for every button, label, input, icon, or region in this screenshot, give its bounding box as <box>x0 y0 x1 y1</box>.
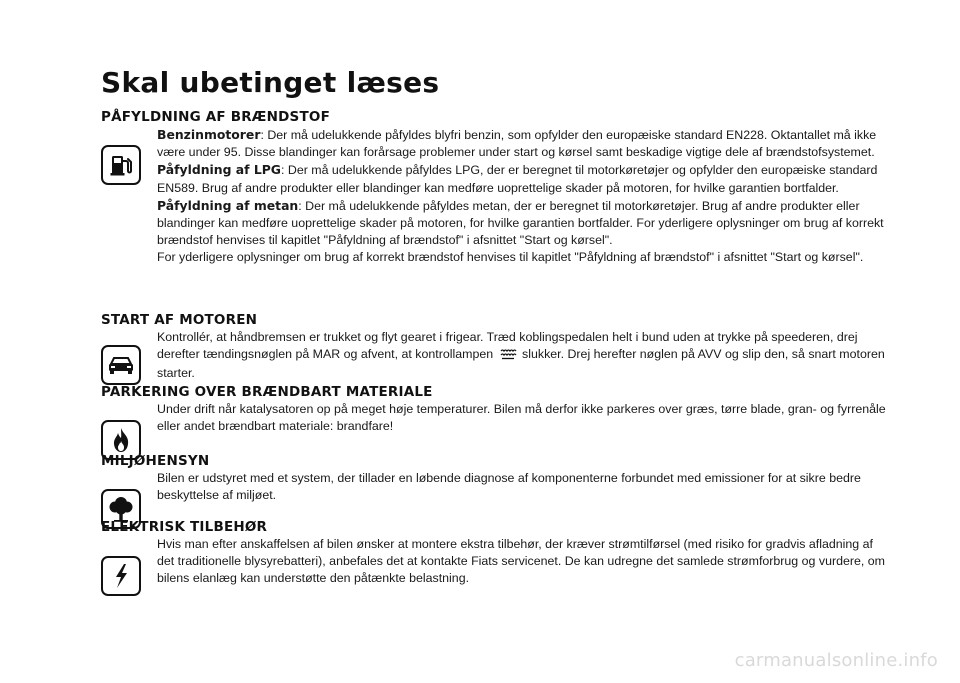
term-methane: Påfyldning af metan <box>157 197 299 213</box>
page-title: Skal ubetinget læses <box>101 66 440 99</box>
section-fuel <box>101 108 891 267</box>
text-methane: : Der må udelukkende påfyldes metan, der er beregnet til motorkøretøjer. Brug af andre produkter eller blandinger kan medføre uoprettelige skader på motoren, for hvilke garantien bortfalder. For yderligere oplysninger om brug af korrekt brændstof henvises til kapitlet "Påfyldning af brændstof" i afsnittet "Start og kørsel". <box>157 198 884 248</box>
section-text-start <box>157 329 891 383</box>
paragraph-parking: Under drift når katalysatoren op på meget høje temperaturer. Bilen må derfor ikke parkeres over græs, tørre blade, gran- og fyrrenåle eller andet brændbart materiale: brandfare! <box>157 402 886 434</box>
glow-plug-warning-icon <box>499 347 517 365</box>
section-environment <box>101 452 891 504</box>
section-start <box>101 311 891 383</box>
text-lpg: : Der må udelukkende påfyldes LPG, der er beregnet til motorkøretøjer og opfylder den europæiske standard EN589. Brug af andre produkter eller blandinger kan medføre uoprettelige skader på motoren, for hvilke garantien bortfalder. <box>157 163 878 195</box>
section-heading-electrical: ELEKTRISK TILBEHØR <box>101 519 268 535</box>
paragraph-electrical: Hvis man efter anskaffelsen af bilen ønsker at montere ekstra tilbehør, der kræver strømtilførsel (med risiko for gradvis afladning af det traditionelle blysyrebatteri), anbefales det at kontakte Fiats servicenet. De kan udregne det samlede strømforbrug og vurdere, om bilens elanlæg kan understøtte den påtænkte belastning. <box>157 537 885 586</box>
section-heading-environment: MILJØHENSYN <box>101 453 210 469</box>
section-heading-start: START AF MOTOREN <box>101 312 258 328</box>
watermark: carmanualsonline.info <box>734 650 938 671</box>
term-lpg: Påfyldning af LPG <box>157 162 281 178</box>
section-heading-fuel: PÅFYLDNING AF BRÆNDSTOF <box>101 109 330 125</box>
section-heading-parking: PARKERING OVER BRÆNDBART MATERIALE <box>101 384 433 400</box>
section-text-environment <box>157 470 891 504</box>
paragraph-start <box>157 329 891 383</box>
section-text-electrical <box>157 536 891 588</box>
text-petrol: : Der må udelukkende påfyldes blyfri benzin, som opfylder den europæiske standard EN228. Oktantallet må ikke være under 95. Disse blandinger kan forårsage problemer under start og kørsel samt beskadige vigtige dele af brændstofsystemet. <box>157 128 877 160</box>
section-text-parking <box>157 401 891 435</box>
section-electrical <box>101 518 891 588</box>
section-text-fuel <box>157 126 891 267</box>
paragraph-fuel-reference: For yderligere oplysninger om brug af korrekt brændstof henvises til kapitlet "Påfyldning af brændstof" i afsnittet "Start og kørsel". <box>157 250 864 265</box>
section-parking <box>101 383 891 435</box>
fuel-pump-icon <box>101 145 141 185</box>
text-start-after: slukker. Drej herefter nøglen på AVV og slip den, så snart motoren starter. <box>157 347 885 381</box>
paragraph-petrol <box>157 126 891 161</box>
lightning-bolt-icon <box>101 556 141 596</box>
text-start-before: Kontrollér, at håndbremsen er trukket og flyt gearet i frigear. Træd koblingspedalen helt i bund uden at trykke på speederen, drej derefter tændingsnøglen på MAR og afvent, at kontrollampen <box>157 330 858 362</box>
paragraph-methane <box>157 197 891 250</box>
car-icon <box>101 345 141 385</box>
paragraph-lpg <box>157 161 891 196</box>
paragraph-environment: Bilen er udstyret med et system, der tillader en løbende diagnose af komponenterne forbundet med emissioner for at sikre bedre beskyttelse af miljøet. <box>157 471 861 503</box>
term-petrol: Benzinmotorer <box>157 127 261 142</box>
